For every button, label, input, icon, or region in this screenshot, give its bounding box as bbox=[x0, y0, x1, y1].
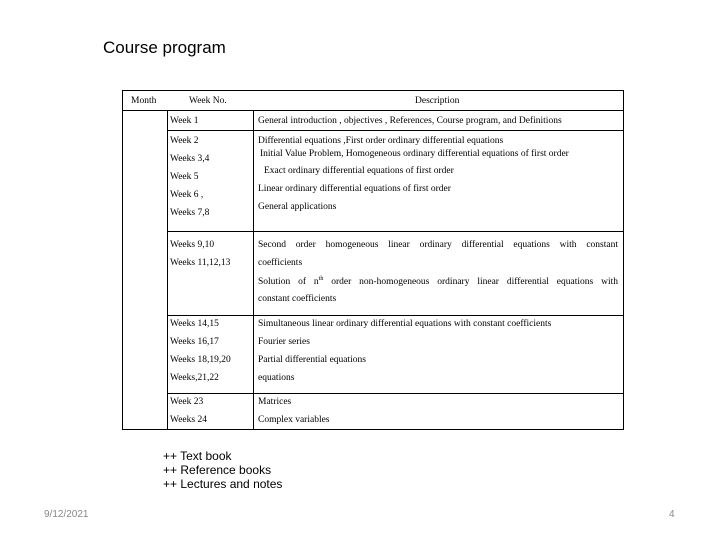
description-cell: Complex variables bbox=[258, 415, 330, 425]
week-cell: Weeks 11,12,13 bbox=[170, 258, 231, 268]
resource-lectures-notes: ++ Lectures and notes bbox=[163, 477, 283, 491]
row-divider bbox=[167, 315, 623, 316]
week-cell: Weeks 24 bbox=[170, 415, 207, 425]
description-cell: Second order homogeneous linear ordinary differential equations with constant bbox=[258, 240, 618, 250]
week-cell: Weeks 16,17 bbox=[170, 337, 219, 347]
week-cell: Weeks 7,8 bbox=[170, 208, 210, 218]
week-cell: Weeks 14,15 bbox=[170, 319, 219, 329]
description-cell: General applications bbox=[258, 202, 337, 212]
row-divider bbox=[167, 130, 623, 131]
description-cell: General introduction , objectives , References, Course program, and Definitions bbox=[258, 116, 562, 126]
week-cell: Weeks 3,4 bbox=[170, 154, 210, 164]
description-cell: Simultaneous linear ordinary differential equations with constant coefficients bbox=[258, 319, 552, 329]
description-cell: Matrices bbox=[258, 397, 292, 407]
description-cell: Linear ordinary differential equations of first order bbox=[258, 184, 451, 194]
description-text: Solution of n bbox=[258, 277, 319, 288]
column-divider-month bbox=[167, 110, 168, 430]
description-cell: equations bbox=[258, 373, 295, 383]
column-divider-week bbox=[253, 110, 254, 430]
footer-date: 9/12/2021 bbox=[44, 509, 89, 520]
row-divider bbox=[167, 393, 623, 394]
description-cell: Exact ordinary differential equations of first order bbox=[264, 166, 454, 176]
resource-text-book: ++ Text book bbox=[163, 449, 232, 463]
description-text: order non-homogeneous ordinary linear differential equations with bbox=[323, 277, 618, 288]
page-number: 4 bbox=[669, 509, 675, 520]
superscript-th: th bbox=[318, 276, 324, 282]
week-cell: Week 6 , bbox=[170, 190, 204, 200]
resource-reference-books: ++ Reference books bbox=[163, 463, 272, 477]
slide-title: Course program bbox=[103, 38, 226, 57]
header-week-no: Week No. bbox=[189, 96, 227, 106]
description-cell: Fourier series bbox=[258, 337, 310, 347]
week-cell: Week 5 bbox=[170, 172, 199, 182]
description-cell: coefficients bbox=[258, 258, 303, 268]
description-cell: Differential equations ,First order ordinary differential equations bbox=[258, 136, 504, 146]
week-cell: Weeks,21,22 bbox=[170, 373, 219, 383]
row-divider bbox=[167, 231, 623, 232]
header-divider bbox=[123, 110, 623, 111]
week-cell: Weeks 9,10 bbox=[170, 240, 215, 250]
week-cell: Week 2 bbox=[170, 136, 199, 146]
description-cell bbox=[258, 276, 618, 287]
header-description: Description bbox=[415, 96, 460, 106]
resources-list bbox=[163, 449, 282, 491]
course-program-table bbox=[122, 90, 624, 430]
week-cell: Week 23 bbox=[170, 397, 204, 407]
header-month: Month bbox=[131, 96, 157, 106]
week-cell: Weeks 18,19,20 bbox=[170, 355, 231, 365]
description-cell: constant coefficients bbox=[258, 294, 337, 304]
week-cell: Week 1 bbox=[170, 116, 199, 126]
description-cell: Initial Value Problem, Homogeneous ordinary differential equations of first order bbox=[260, 149, 569, 159]
description-cell: Partial differential equations bbox=[258, 355, 366, 365]
